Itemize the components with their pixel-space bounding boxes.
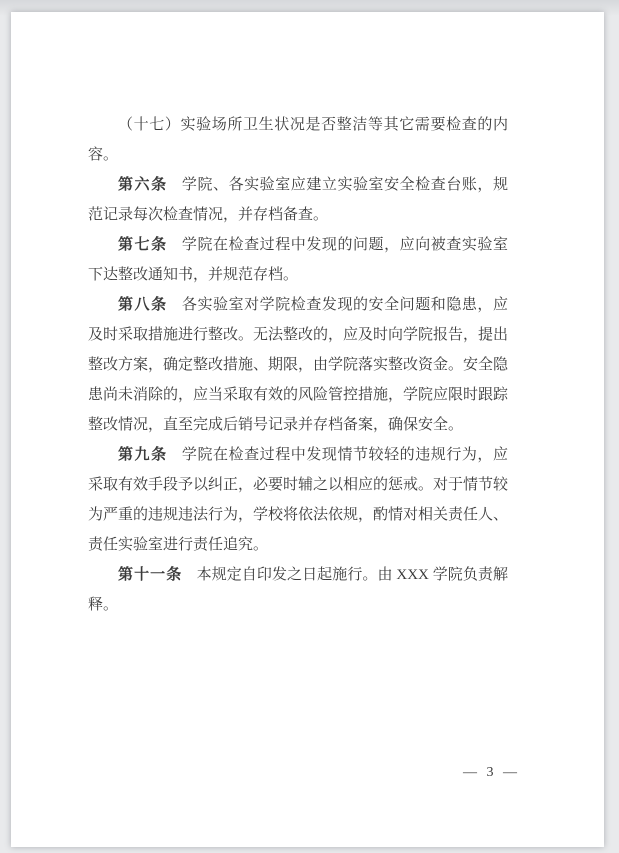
paragraph-text: （十七）实验场所卫生状况是否整洁等其它需要检查的内容。 [88, 117, 508, 163]
document-page [11, 12, 604, 847]
paragraph [88, 230, 508, 290]
paragraph-text: 学院在检查过程中发现情节较轻的违规行为，应采取有效手段予以纠正，必要时辅之以相应的惩戒。对于情节较为严重的违规违法行为，学校将依法依规，酌情对相关责任人、责任实验室进行责任追究。 [88, 447, 509, 553]
document-body [88, 110, 508, 620]
paragraph [88, 290, 508, 440]
paragraph [88, 560, 508, 620]
paragraph-text: 学院在检查过程中发现的问题，应向被查实验室下达整改通知书，并规范存档。 [88, 237, 508, 283]
paragraph-text: 本规定自印发之日起施行。由 XXX 学院负责解释。 [88, 567, 508, 613]
paragraph-text: 各实验室对学院检查发现的安全问题和隐患，应及时采取措施进行整改。无法整改的，应及时向学院报告，提出整改方案，确定整改措施、期限，由学院落实整改资金。安全隐患尚未消除的，应当采取有效的风险管控措施，学院应限时跟踪整改情况，直至完成后销号记录并存档备案，确保安全。 [88, 297, 509, 433]
article-number: 第七条 [118, 237, 168, 253]
paragraph [88, 440, 508, 560]
page-number-footer: — 3 — [463, 765, 520, 780]
article-number: 第八条 [118, 297, 168, 313]
article-number: 第九条 [118, 447, 168, 463]
article-number: 第六条 [118, 177, 168, 193]
paragraph [88, 170, 508, 230]
paragraph-text: 学院、各实验室应建立实验室安全检查台账，规范记录每次检查情况，并存档备查。 [88, 177, 508, 223]
article-number: 第十一条 [118, 567, 183, 583]
paragraph [88, 110, 508, 170]
